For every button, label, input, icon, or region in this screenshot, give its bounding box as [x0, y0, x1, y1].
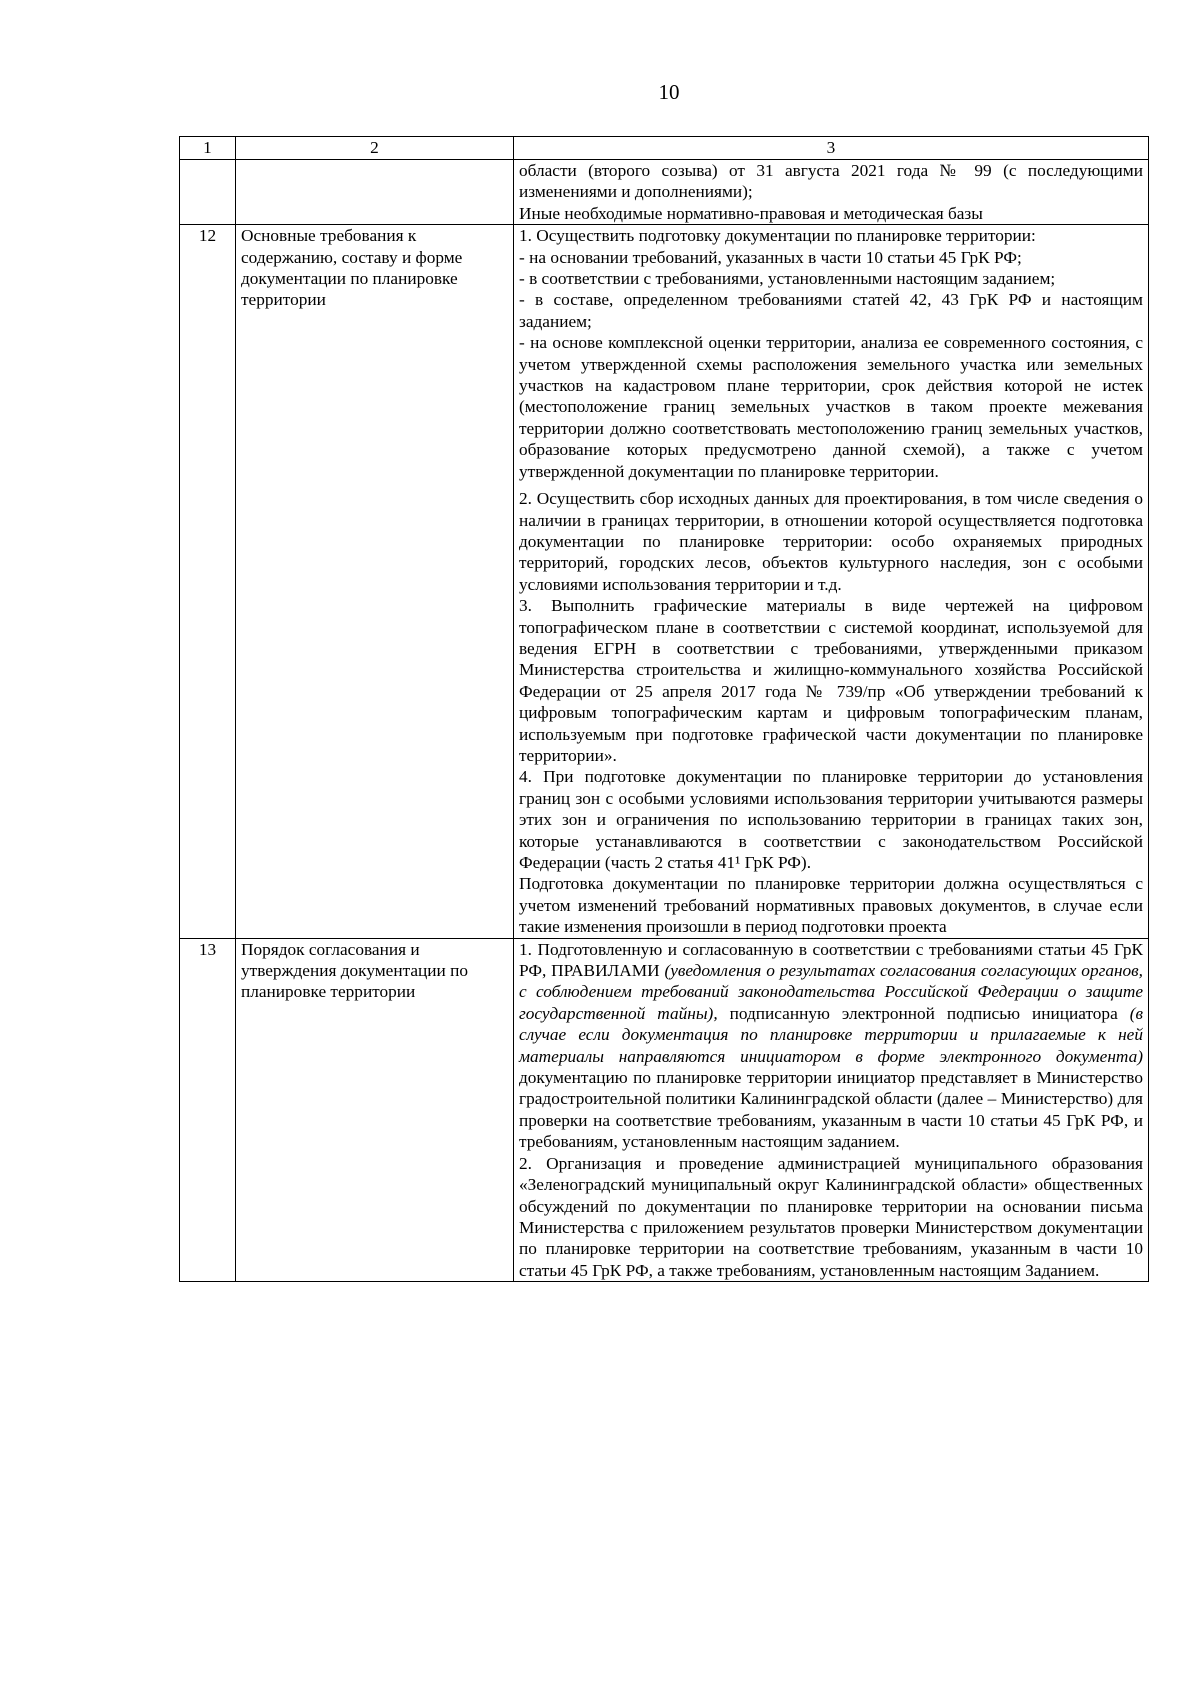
- header-cell-3: 3: [514, 137, 1149, 160]
- header-cell-1: 1: [180, 137, 236, 160]
- continuation-paragraph: Иные необходимые нормативно-правовая и методическая базы: [519, 203, 983, 223]
- table-header-row: [180, 137, 1149, 160]
- continuation-paragraph: области (второго созыва) от 31 августа 2021 года № 99 (с последующими изменениями и дополнениями);: [519, 161, 1143, 202]
- row-paragraph: 3. Выполнить графические материалы в виде чертежей на цифровом топографическом плане в соответствии с системой координат, используемой для ведения ЕГРН в соответствии с требованиями, утвержденными приказом Министерства строительства и жилищно-коммунального хозяйства Российской Федерации от 25 апреля 2017 года № 739/пр «Об утверждении требований к цифровым топографическим картам и цифровым топографическим планам, используемым при подготовке графической части документации по планировке территории».: [519, 596, 1143, 765]
- table-row-continuation: [180, 160, 1149, 225]
- row-content: [514, 938, 1149, 1282]
- row-paragraph: Подготовка документации по планировке территории должна осуществляться с учетом изменений требований нормативных правовых документов, в случае если такие изменения произошли в период подготовки проекта: [519, 874, 1143, 937]
- row-paragraph: - в соответствии с требованиями, установленными настоящим заданием;: [519, 269, 1056, 289]
- paragraph-text: подписанную электронной подписью инициатора: [717, 1003, 1130, 1023]
- row-title: Основные требования к содержанию, составу и форме документации по планировке территории: [236, 225, 514, 938]
- row-content: [514, 225, 1149, 938]
- row-paragraph: - на основании требований, указанных в части 10 статьи 45 ГрК РФ;: [519, 247, 1022, 267]
- continuation-content-cell: [514, 160, 1149, 225]
- continuation-number-cell: [180, 160, 236, 225]
- row-paragraph: - в составе, определенном требованиями статей 42, 43 ГрК РФ и настоящим заданием;: [519, 290, 1143, 331]
- paragraph-text: документацию по планировке территории инициатор представляет в Министерство градостроительной политики Калининградской области (далее – Министерство) для проверки на соответствие требованиям, указанным в части 10 статьи 45 ГрК РФ, и требованиям, установленным настоящим заданием.: [519, 1068, 1143, 1152]
- requirements-table: [179, 136, 1149, 1282]
- row-number: 13: [180, 938, 236, 1282]
- table-row-12: [180, 225, 1149, 938]
- row-paragraph: 4. При подготовке документации по планировке территории до установления границ зон с особыми условиями использования территории учитываются размеры этих зон и ограничения по использованию территории в границах таких зон, которые устанавливаются в соответствии с законодательством Российской Федерации (часть 2 статья 41¹ ГрК РФ).: [519, 767, 1143, 872]
- row-paragraph: 2. Осуществить сбор исходных данных для проектирования, в том числе сведения о наличии в границах территории, в отношении которой осуществляется подготовка документации по планировке территории: особо охраняемых природных территорий, городских лесов, объектов культурного наследия, зон с особыми условиями использования территории и т.д.: [519, 489, 1143, 594]
- italic-note: (в случае если документация по планировке территории и прилагаемые к ней материалы направляются инициатором в форме электронного документа): [519, 1003, 1143, 1066]
- page-number: 10: [658, 80, 680, 104]
- italic-note: (уведомления о результатах согласования согласующих органов, с соблюдением требований законодательства Российской Федерации о защите государственной тайны),: [519, 961, 1144, 1023]
- row-paragraph: [519, 939, 1143, 1153]
- row-paragraph: 1. Осуществить подготовку документации по планировке территории:: [519, 226, 1036, 246]
- row-paragraph: - на основе комплексной оценки территории, анализа ее современного состояния, с учетом утвержденной схемы расположения земельного участка или земельных участков на кадастровом плане территории, срок действия которой не истек (местоположение границ земельных участков в таком проекте межевания территории должно соответствовать местоположению границ земельных участков, образование которых предусмотрено данной схемой), а также с учетом утвержденной документации по планировке территории.: [519, 333, 1143, 481]
- row-title: Порядок согласования и утверждения документации по планировке территории: [236, 938, 514, 1282]
- table-row-13: [180, 938, 1149, 1282]
- row-paragraph: 2. Организация и проведение администрацией муниципального образования «Зеленоградский муниципальный округ Калининградской области» общественных обсуждений по документации по планировке территории на основании письма Министерства с приложением результатов проверки Министерством документации по планировке территории на соответствие требованиям, указанным в части 10 статьи 45 ГрК РФ, а также требованиям, установленным настоящим Заданием.: [519, 1153, 1143, 1280]
- header-cell-2: 2: [236, 137, 514, 160]
- paragraph-text: 1. Подготовленную и согласованную в соответствии с требованиями статьи 45 ГрК РФ, ПРАВИЛАМИ: [519, 939, 1143, 981]
- row-number: 12: [180, 225, 236, 938]
- continuation-name-cell: [236, 160, 514, 225]
